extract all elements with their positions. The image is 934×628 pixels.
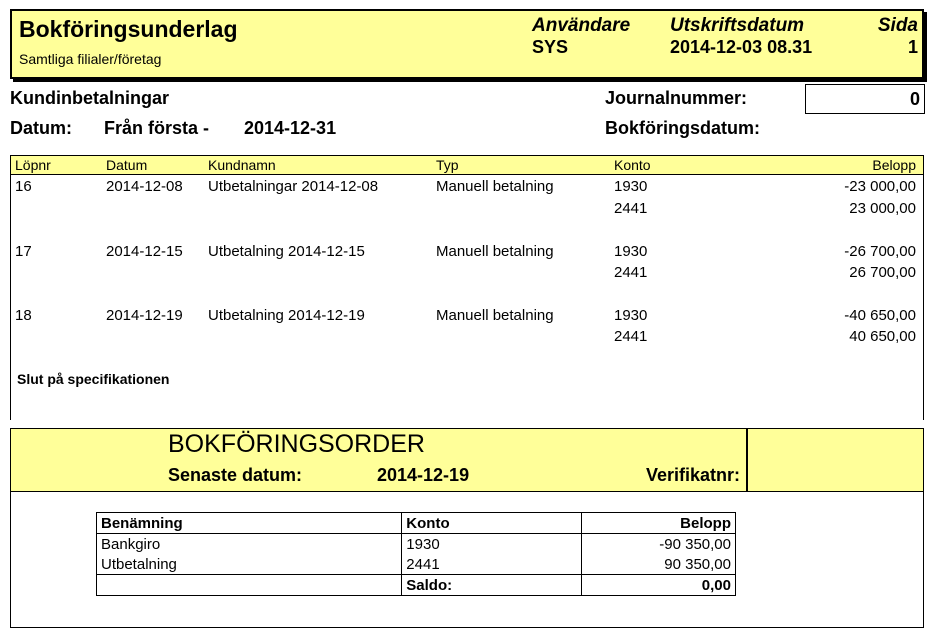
entry-kundnamn: Utbetalningar 2014-12-08 <box>208 178 379 195</box>
col-header-lopnr: Löpnr <box>15 157 51 173</box>
col-header-belopp: Belopp <box>581 513 735 534</box>
entry-kundnamn: Utbetalning 2014-12-15 <box>208 243 365 260</box>
divider <box>11 491 923 492</box>
entry-konto: 2441 <box>614 200 648 217</box>
entry-konto: 2441 <box>614 264 648 281</box>
entry-lopnr: 17 <box>15 243 32 260</box>
user-value: SYS <box>532 37 569 57</box>
row-konto: 2441 <box>402 554 582 575</box>
report-name: Kundinbetalningar <box>10 88 169 108</box>
report-subtitle: Samtliga filialer/företag <box>19 51 162 67</box>
print-date-value: 2014-12-03 08.31 <box>670 37 813 57</box>
entry-konto: 1930 <box>614 307 648 324</box>
table-row <box>97 554 736 575</box>
row-konto: 1930 <box>402 534 582 555</box>
saldo-row <box>97 575 736 596</box>
entry-belopp: -23 000,00 <box>844 178 916 195</box>
col-header-konto: Konto <box>614 157 651 173</box>
entry-typ: Manuell betalning <box>436 243 554 260</box>
date-to: 2014-12-31 <box>244 118 337 138</box>
entry-datum: 2014-12-08 <box>106 178 183 195</box>
journal-number-field <box>805 84 925 114</box>
journal-number-value: 0 <box>909 89 920 109</box>
print-date-label: Utskriftsdatum <box>670 15 805 36</box>
entry-belopp: 40 650,00 <box>849 328 916 345</box>
posting-order-title: BOKFÖRINGSORDER <box>168 430 425 458</box>
entry-typ: Manuell betalning <box>436 307 554 324</box>
voucher-number-box <box>747 428 924 492</box>
latest-date-value: 2014-12-19 <box>377 465 470 485</box>
latest-date-label: Senaste datum: <box>168 465 303 485</box>
col-header-belopp: Belopp <box>872 157 916 173</box>
date-from: Från första - <box>104 118 210 138</box>
divider <box>746 428 747 492</box>
entry-konto: 1930 <box>614 243 648 260</box>
col-header-name: Benämning <box>97 513 402 534</box>
row-belopp: 90 350,00 <box>581 554 735 575</box>
report-title: Bokföringsunderlag <box>19 16 238 42</box>
table-header-row <box>97 513 736 534</box>
entry-belopp: 23 000,00 <box>849 200 916 217</box>
row-name: Bankgiro <box>97 534 402 555</box>
page-value: 1 <box>907 37 918 57</box>
entry-belopp: -26 700,00 <box>844 243 916 260</box>
entry-belopp: -40 650,00 <box>844 307 916 324</box>
row-belopp: -90 350,00 <box>581 534 735 555</box>
entry-datum: 2014-12-19 <box>106 307 183 324</box>
entry-lopnr: 16 <box>15 178 32 195</box>
user-label: Användare <box>532 15 631 36</box>
entry-typ: Manuell betalning <box>436 178 554 195</box>
entry-kundnamn: Utbetalning 2014-12-19 <box>208 307 365 324</box>
col-header-konto: Konto <box>402 513 582 534</box>
saldo-value: 0,00 <box>581 575 735 596</box>
saldo-label: Saldo: <box>402 575 582 596</box>
col-header-typ: Typ <box>436 157 459 173</box>
col-header-datum: Datum <box>106 157 148 173</box>
entry-lopnr: 18 <box>15 307 32 324</box>
col-header-kundnamn: Kundnamn <box>208 157 276 173</box>
date-label: Datum: <box>10 118 72 138</box>
journal-label: Journalnummer: <box>605 88 748 108</box>
end-of-specification: Slut på specifikationen <box>17 371 170 387</box>
saldo-empty-cell <box>97 575 402 596</box>
entry-konto: 2441 <box>614 328 648 345</box>
entry-datum: 2014-12-15 <box>106 243 183 260</box>
entry-konto: 1930 <box>614 178 648 195</box>
row-name: Utbetalning <box>97 554 402 575</box>
voucher-label: Verifikatnr: <box>645 465 740 485</box>
entry-belopp: 26 700,00 <box>849 264 916 281</box>
posting-date-label: Bokföringsdatum: <box>605 118 760 138</box>
posting-order-table <box>96 512 736 596</box>
table-row <box>97 534 736 555</box>
page-label: Sida <box>877 15 918 36</box>
